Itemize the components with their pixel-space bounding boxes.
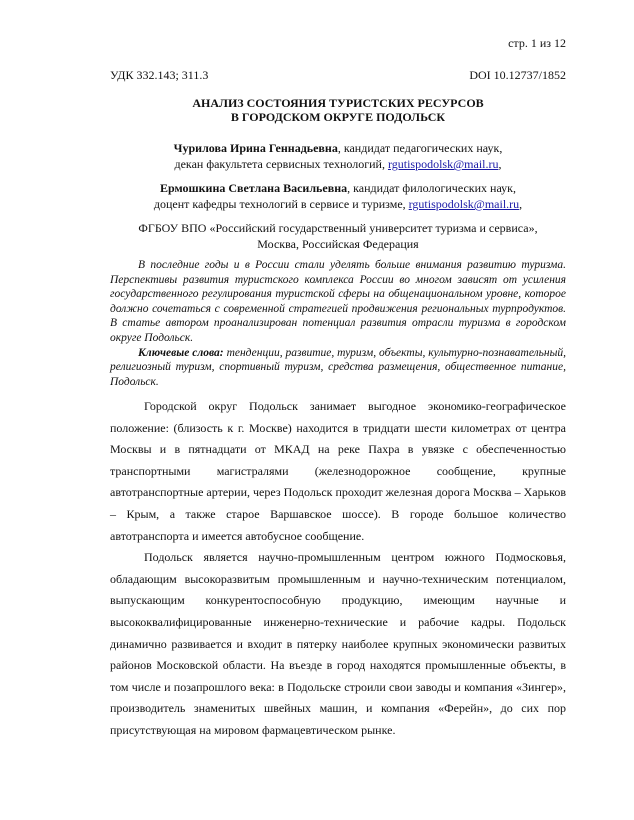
- author-1-trail: ,: [498, 157, 502, 171]
- body-paragraph-2: Подольск является научно-промышленным центром южного Подмосковья, обладающим высокоразвитым промышленным и научно-техническим потенциалом, выпускающим конкурентоспособную продукцию, имеющим научные и высококвалифицированные инженерно-технические и рабочие кадры. Подольск динамично развивается и входит в пятерку наиболее крупных экономически развитых районов Московской области. На въезде в город находятся промышленные объекты, в том числе и позапрошлого века: в Подольске строили свои заводы и компания «Зингер», производитель знаменитых швейных машин, и компания «Ферейн», до сих пор присутствующая на мировом фармацевтическом рынке.: [110, 550, 566, 737]
- author-1-line-2: [110, 156, 566, 172]
- author-block-2: [110, 180, 566, 212]
- body-paragraph-1: Городской округ Подольск занимает выгодное экономико-географическое положение: (близость к г. Москве) находится в тридцати шести километрах от центра Москвы и в пятнадцати от МКАД на реке Пахра в увязке с обеспеченностью транспортными магистралями (железнодорожное сообщение, крупные автотранспортные артерии, через Подольск проходит железная дорога Москва – Харьков – Крым, а также старое Варшавское шоссе). В городе большое количество автотранспорта и имеется автобусное сообщение.: [110, 399, 566, 543]
- affiliation-line-1: ФГБОУ ВПО «Российский государственный университет туризма и сервиса»,: [138, 221, 538, 235]
- author-2-trail: ,: [519, 197, 523, 211]
- doi-code: DOI 10.12737/1852: [469, 68, 566, 82]
- keywords-paragraph: [110, 346, 566, 390]
- abstract-text: В последние годы и в России стали уделять больше внимания развитию туризма. Перспективы развития туристского комплекса России во многом зависят от усиления государственного регулирования туристской сферы на общенациональном уровне, которое должно сочетаться с современной стратегией продвижения региональных турпродуктов. В статье автором проанализирован потенциал развития отрасли туризма в городском округе Подольск.: [110, 259, 566, 344]
- title-line-1: АНАЛИЗ СОСТОЯНИЯ ТУРИСТСКИХ РЕСУРСОВ: [192, 96, 484, 110]
- udk-code: УДК 332.143; 311.3: [110, 68, 209, 82]
- author-2-degree: , кандидат филологических наук,: [347, 181, 516, 195]
- affiliation-line-2: Москва, Российская Федерация: [257, 237, 419, 251]
- title-line-2: В ГОРОДСКОМ ОКРУГЕ ПОДОЛЬСК: [230, 110, 446, 124]
- author-2-name: Ермошкина Светлана Васильевна: [159, 181, 348, 195]
- page-number: стр. 1 из 12: [508, 36, 566, 50]
- author-1-degree: , кандидат педагогических наук,: [337, 141, 503, 155]
- author-1-email-link[interactable]: rgutispodolsk@mail.ru: [387, 157, 499, 171]
- author-2-line-1: [110, 180, 566, 196]
- author-2-email-link[interactable]: rgutispodolsk@mail.ru: [408, 197, 520, 211]
- article-title: [110, 96, 566, 124]
- author-1-name: Чурилова Ирина Геннадьевна: [173, 141, 338, 155]
- author-1-line-1: [110, 140, 566, 156]
- meta-row: [110, 68, 566, 83]
- author-2-position: доцент кафедры технологий в сервисе и туризме,: [153, 197, 409, 211]
- affiliation: [110, 220, 566, 252]
- author-2-line-2: [110, 196, 566, 212]
- abstract: [110, 258, 566, 389]
- article-body: [110, 396, 566, 742]
- keywords-label: Ключевые слова:: [138, 346, 224, 359]
- author-1-position: декан факультета сервисных технологий,: [174, 157, 388, 171]
- author-block-1: [110, 140, 566, 172]
- keywords-list: тенденции, развитие, туризм, объекты, культурно-познавательный, религиозный туризм, спортивный туризм, средства размещения, общественное питание, Подольск.: [110, 346, 567, 388]
